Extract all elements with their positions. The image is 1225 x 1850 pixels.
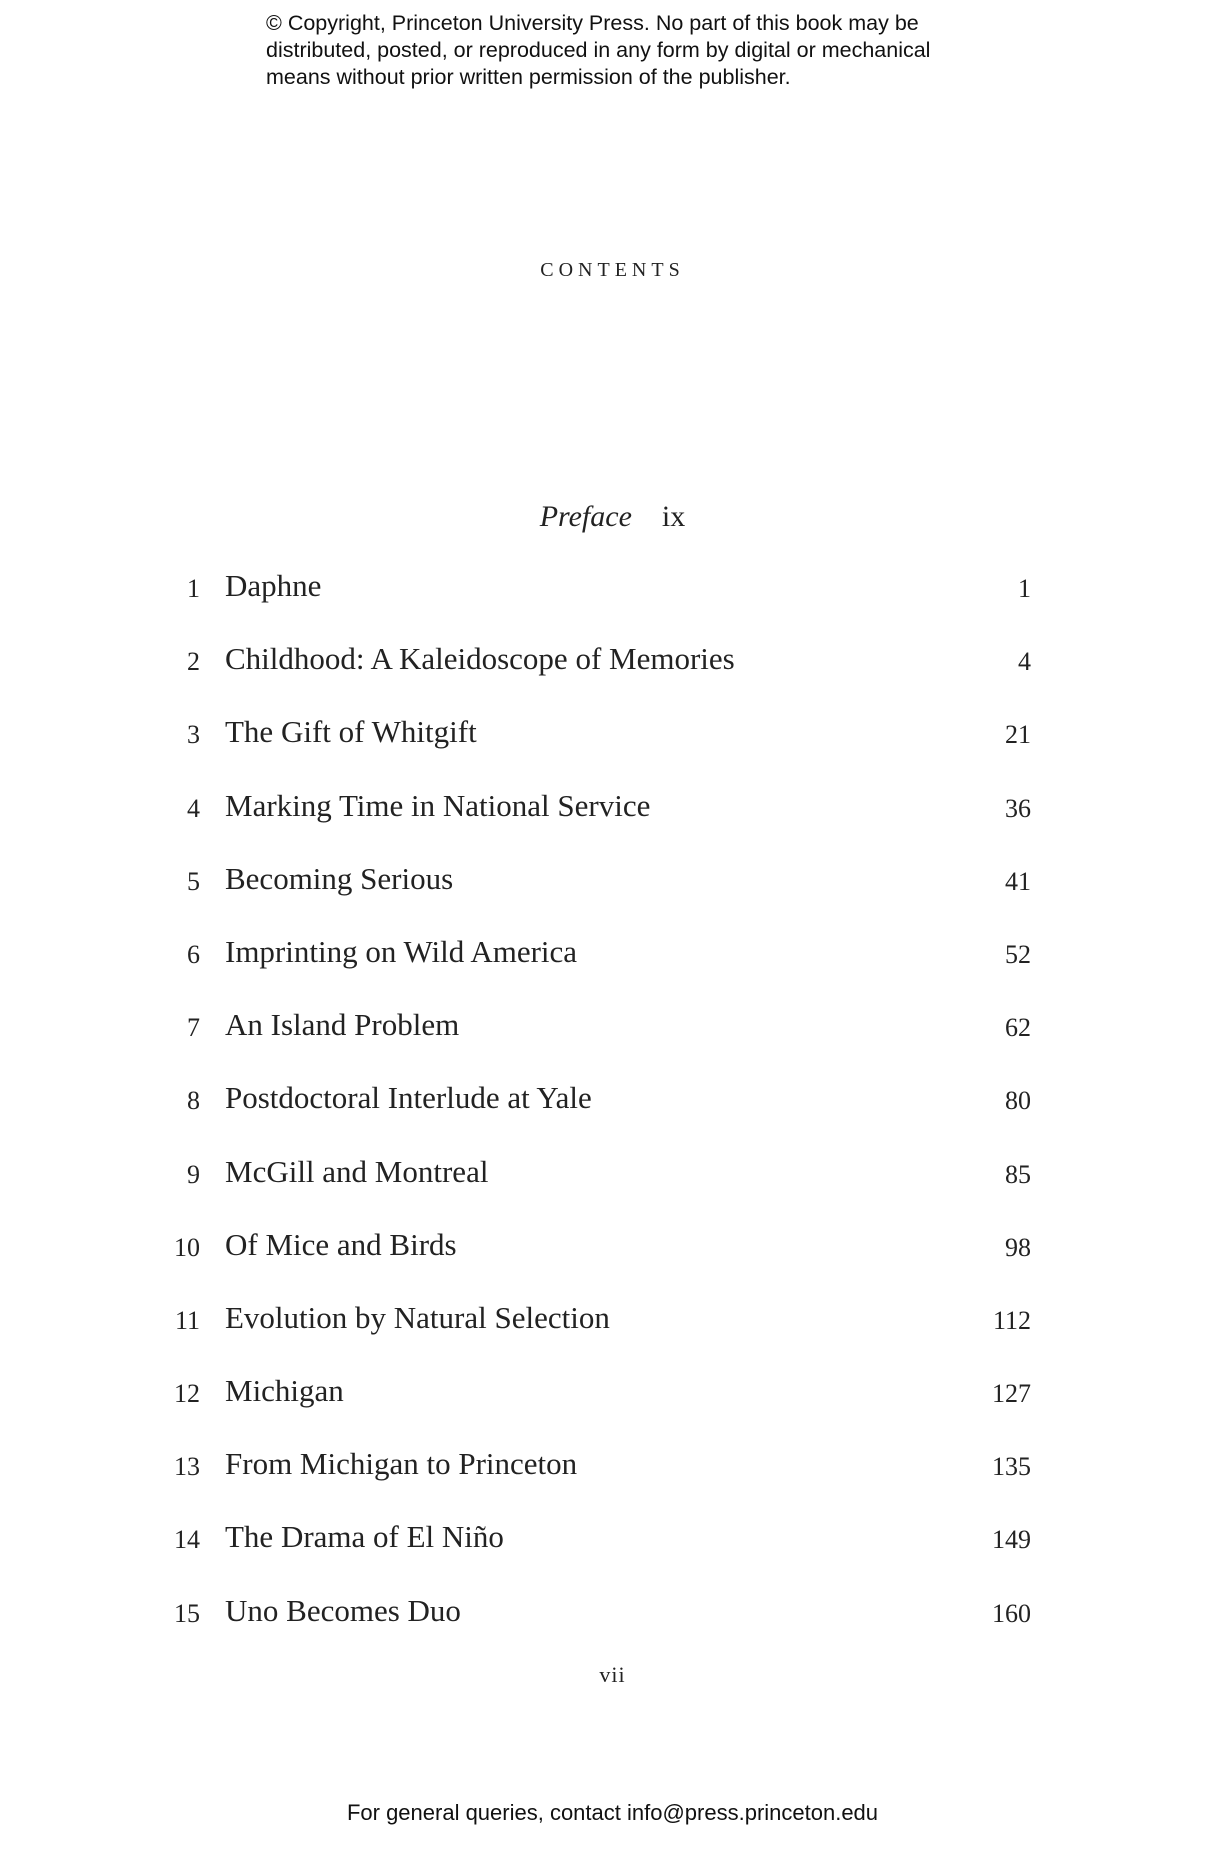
copyright-line: © Copyright, Princeton University Press. No part of this book may be: [266, 11, 919, 35]
chapter-number: 10: [174, 1232, 200, 1262]
chapter-page-number: 85: [1005, 1159, 1031, 1189]
chapter-title: Childhood: A Kaleidoscope of Memories: [225, 641, 735, 677]
preface-page-number: ix: [661, 500, 686, 533]
chapter-title: Postdoctoral Interlude at Yale: [225, 1080, 592, 1116]
chapter-number: 3: [187, 720, 200, 750]
chapter-page-number: 21: [1005, 720, 1031, 750]
chapter-number: 7: [187, 1013, 200, 1043]
toc-entry: [0, 1154, 1225, 1227]
toc-entry: [0, 1300, 1225, 1373]
chapter-page-number: 1: [1018, 574, 1031, 603]
toc-entry: [0, 1446, 1225, 1519]
chapter-number: 9: [187, 1159, 200, 1189]
chapter-page-number: 52: [1005, 939, 1031, 969]
chapter-page-number: 160: [992, 1598, 1031, 1628]
chapter-page-number: 36: [1005, 793, 1031, 823]
chapter-title: Of Mice and Birds: [225, 1226, 457, 1262]
toc-entry: [0, 788, 1225, 861]
page-folio: vii: [599, 1662, 626, 1687]
preface-entry: [0, 500, 1225, 534]
chapter-page-number: 135: [992, 1452, 1031, 1482]
chapter-page-number: 80: [1005, 1086, 1031, 1116]
chapter-title: Evolution by Natural Selection: [225, 1299, 610, 1335]
chapter-page-number: 62: [1005, 1013, 1031, 1043]
chapter-title: The Drama of El Niño: [225, 1519, 504, 1555]
toc-entry: [0, 1080, 1225, 1153]
chapter-title: Michigan: [225, 1373, 344, 1409]
toc-entry: [0, 1519, 1225, 1592]
chapter-page-number: 4: [1018, 647, 1031, 677]
chapter-number: 1: [187, 574, 200, 603]
preface-label: Preface: [539, 500, 632, 533]
toc-entry: [0, 714, 1225, 787]
chapter-number: 6: [187, 939, 200, 969]
chapter-page-number: 149: [992, 1525, 1031, 1555]
toc-entry: [0, 1007, 1225, 1080]
toc-entry: [0, 934, 1225, 1007]
chapter-title: The Gift of Whitgift: [225, 714, 477, 750]
footer-contact: For general queries, contact info@press.princeton.edu: [346, 1800, 879, 1825]
copyright-notice: [266, 10, 1026, 91]
toc-entry: [0, 568, 1225, 641]
toc-entry: [0, 861, 1225, 934]
toc-entry: [0, 1227, 1225, 1300]
chapter-title: McGill and Montreal: [225, 1153, 489, 1189]
toc-entry: [0, 1373, 1225, 1446]
table-of-contents: [0, 568, 1225, 1666]
chapter-title: An Island Problem: [225, 1007, 460, 1043]
copyright-line: distributed, posted, or reproduced in any form by digital or mechanical: [266, 38, 931, 62]
toc-entry: [0, 641, 1225, 714]
chapter-number: 8: [187, 1086, 200, 1116]
chapter-title: Uno Becomes Duo: [225, 1592, 461, 1628]
chapter-page-number: 127: [992, 1379, 1031, 1409]
chapter-number: 14: [174, 1525, 200, 1555]
chapter-title: Imprinting on Wild America: [225, 933, 578, 969]
chapter-number: 13: [174, 1452, 200, 1482]
chapter-number: 15: [174, 1598, 200, 1628]
chapter-page-number: 41: [1005, 866, 1031, 896]
chapter-title: Becoming Serious: [225, 860, 454, 896]
chapter-title: From Michigan to Princeton: [225, 1446, 578, 1482]
toc-entry: [0, 1593, 1225, 1666]
chapter-number: 2: [187, 647, 200, 677]
page-title: contents: [540, 252, 685, 283]
copyright-line: means without prior written permission of the publisher.: [266, 65, 791, 89]
chapter-page-number: 112: [992, 1305, 1031, 1335]
chapter-title: Daphne: [225, 568, 322, 603]
chapter-page-number: 98: [1005, 1232, 1031, 1262]
chapter-number: 12: [174, 1379, 200, 1409]
chapter-number: 4: [187, 793, 200, 823]
chapter-number: 5: [187, 866, 200, 896]
chapter-number: 11: [174, 1305, 200, 1335]
chapter-title: Marking Time in National Service: [225, 787, 651, 823]
